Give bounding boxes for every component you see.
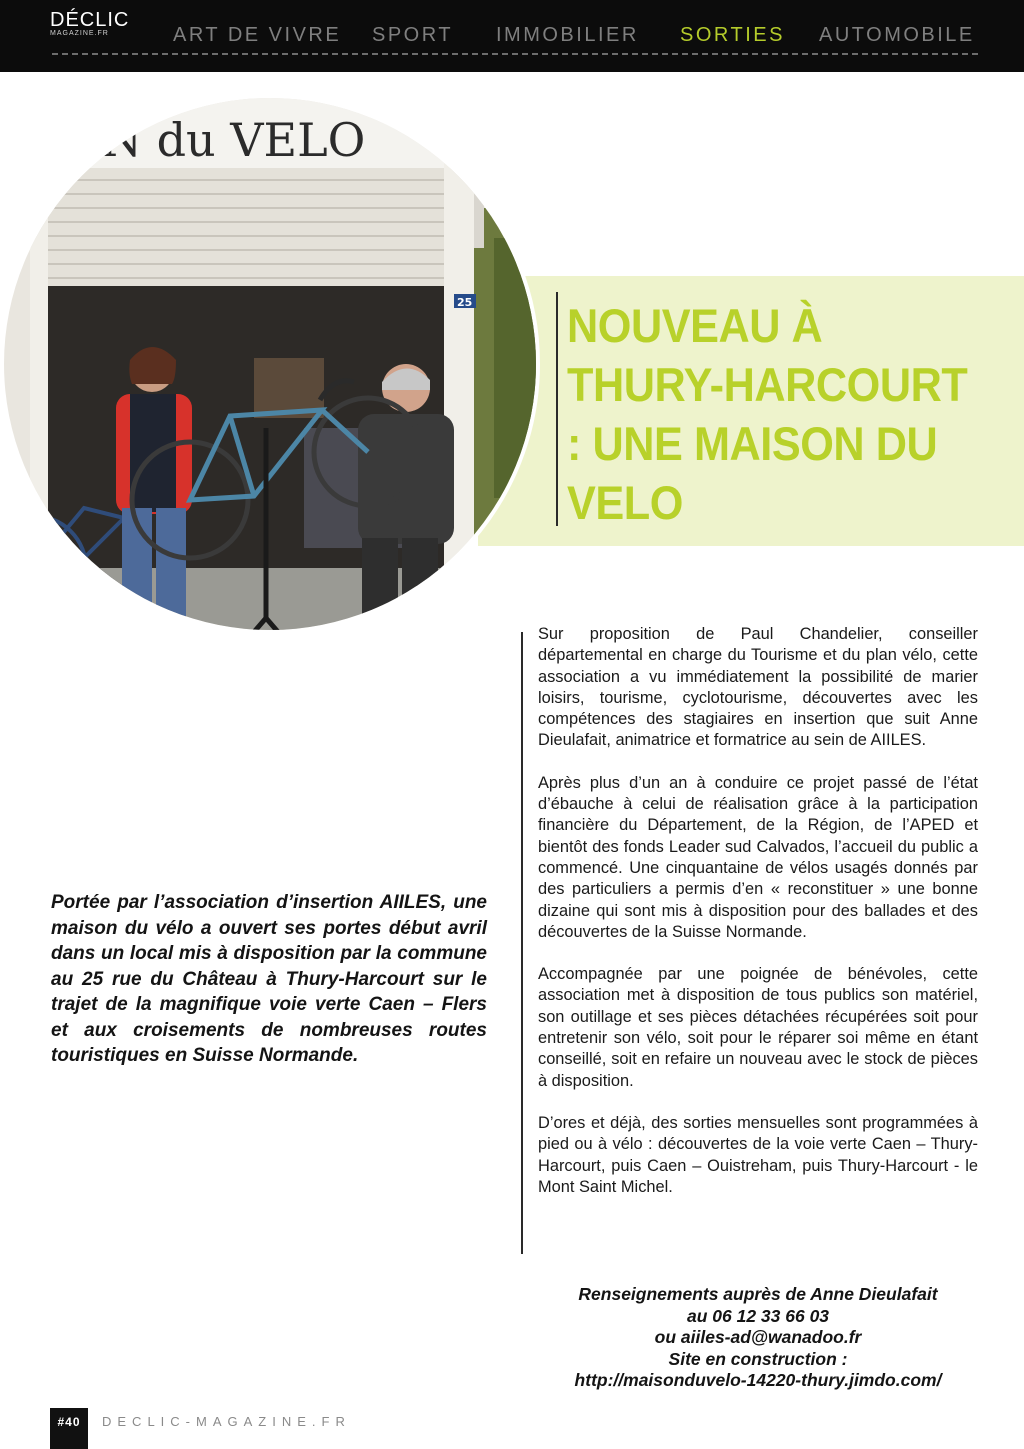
article-headline: NOUVEAU À THURY-HARCOURT : UNE MAISON DU VELO — [567, 299, 968, 529]
nav-item-sorties[interactable]: SORTIES — [680, 24, 785, 46]
logo-wordmark: DÉCLIC — [50, 9, 130, 31]
shop-sign-text: ON du VELO — [64, 113, 366, 167]
nav-dashed-divider — [52, 53, 978, 55]
body-rule — [521, 632, 523, 1254]
top-nav-bar — [0, 0, 1024, 72]
headline-rule — [556, 292, 558, 526]
nav-item-sport[interactable]: SPORT — [372, 24, 454, 46]
footer-site[interactable]: DECLIC-MAGAZINE.FR — [102, 1414, 351, 1429]
nav-item-art-de-vivre[interactable]: ART DE VIVRE — [173, 24, 342, 46]
contact-email[interactable]: ou aiiles-ad@wanadoo.fr — [654, 1327, 862, 1348]
contact-website[interactable]: http://maisonduvelo-14220-thury.jimdo.com/ — [574, 1370, 942, 1391]
body-paragraph: Accompagnée par une poignée de bénévoles, cette association met à disposition de tous publics son matériel, son outillage et ses pièces détachées récupérées soit pour entretenir son vélo, soit pour le réparer soi même en étant conseillé, soit en refaire un nouveau avec le stock de pièces à disposition. — [538, 965, 978, 1090]
contact-phone: au 06 12 33 66 03 — [686, 1305, 830, 1326]
page-number: #40 — [50, 1408, 88, 1449]
contact-line: Site en construction : — [668, 1348, 848, 1369]
contact-info — [540, 1284, 976, 1392]
article-body — [538, 624, 978, 1219]
body-paragraph: Après plus d’un an à conduire ce projet passé de l’état d’ébauche à celui de réalisation grâce à la participation financière du Département, de la Région, de l’APED et bientôt des fonds Leader sud Calvados, l’accueil du public a commencé. Une cinquantaine de vélos usagés donnés par des particuliers a permis d’en « reconstituer » une bonne dizaine qui sont mis à disposition pour des ballades et des découvertes de la Suisse Normande. — [538, 773, 978, 941]
body-paragraph: D’ores et déjà, des sorties mensuelles sont programmées à pied ou à vélo : découvertes de la voie verte Caen – Thury-Harcourt, puis Caen – Ouistreham, puis Thury-Harcourt - le Mont Saint Michel. — [538, 1113, 978, 1196]
article-intro: Portée par l’association d’insertion AIILES, une maison du vélo a ouvert ses portes début avril dans un local mis à disposition par la commune au 25 rue du Château à Thury-Harcourt sur le trajet de la magnifique voie verte Caen – Flers et aux croisements de nombreuses routes touristiques en Suisse Normande. — [51, 892, 487, 1066]
bike-shop-illustration — [4, 98, 536, 630]
section-nav — [0, 24, 1024, 48]
article-photo — [0, 94, 540, 634]
logo-subtitle: MAGAZINE.FR — [50, 30, 109, 37]
nav-item-automobile[interactable]: AUTOMOBILE — [819, 24, 975, 46]
nav-item-immobilier[interactable]: IMMOBILIER — [496, 24, 639, 46]
door-number: 25 — [457, 296, 473, 309]
rolling-shutter — [48, 168, 448, 286]
body-paragraph: Sur proposition de Paul Chandelier, conseiller départemental en charge du Tourisme et du plan vélo, cette association a vu immédiatement la possibilité de marier loisirs, tourisme, cyclotourisme, découvertes avec les compétences des stagiaires en insertion que suit Anne Dieulafait, animatrice et formatrice au sein de AIILES. — [538, 625, 978, 750]
contact-line: Renseignements auprès de Anne Dieulafait — [578, 1284, 938, 1304]
